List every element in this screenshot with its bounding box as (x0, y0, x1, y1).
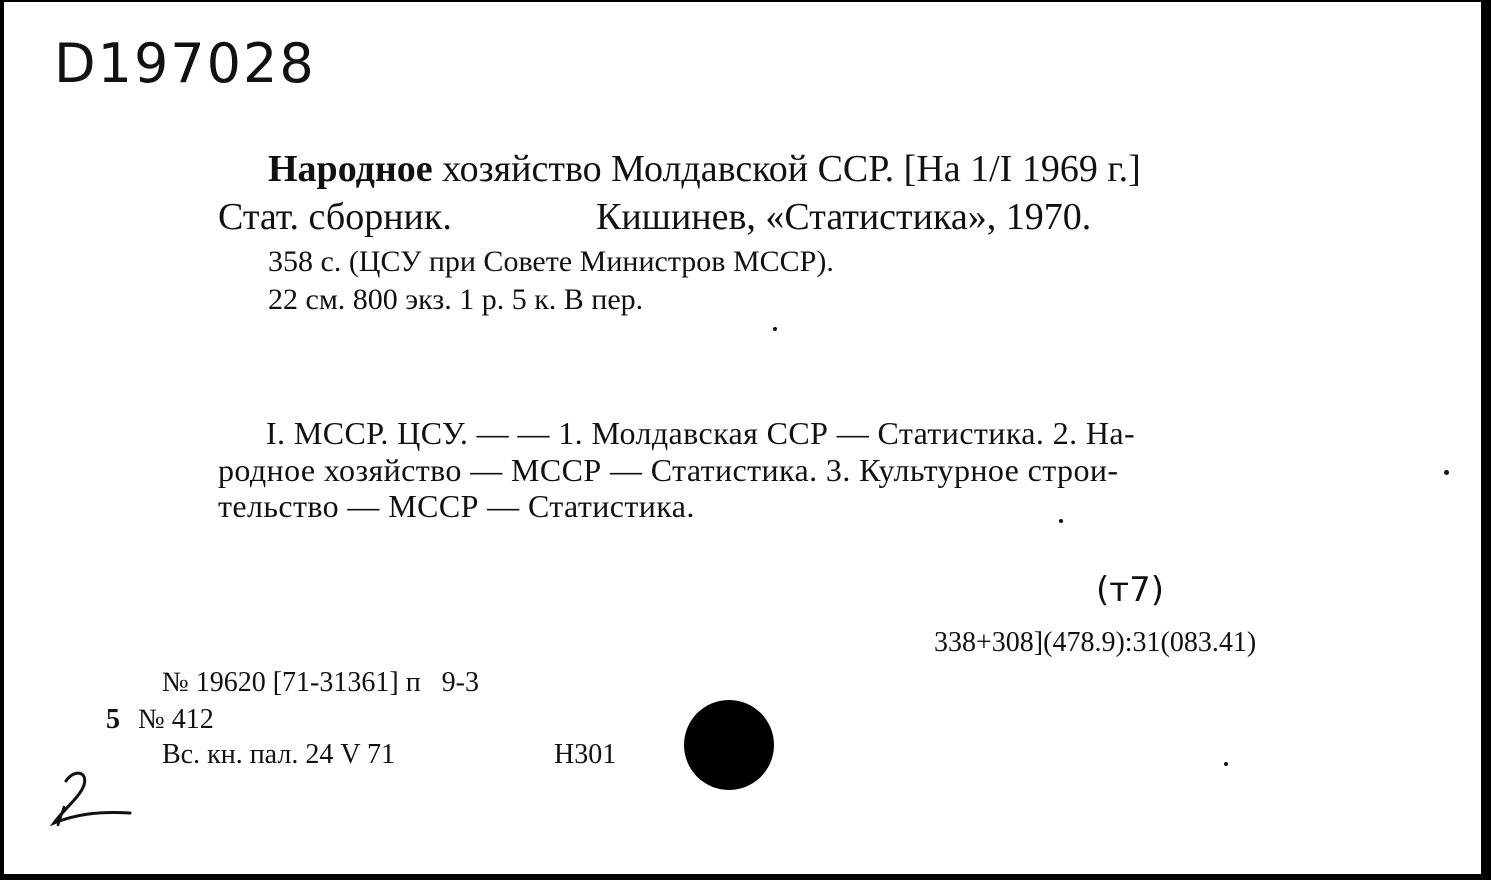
register-line: Вс. кн. пал. 24 V 71 (162, 739, 396, 770)
subjects-line-2: родное хозяйство — МССР — Статистика. 3. Культурное строи- (218, 452, 1119, 488)
classification-mark: (т7) (1096, 570, 1164, 610)
catalog-card (4, 2, 1481, 874)
accession-number: D197028 (54, 32, 316, 95)
copies-number: № 412 (138, 704, 214, 735)
punch-hole (684, 700, 774, 790)
udc-index: 338+308](478.9):31(083.41) (934, 627, 1257, 658)
title-line-2-a: Стат. сборник. (218, 196, 452, 238)
title-bold-word: Народное (268, 148, 433, 190)
physical-line-1: 358 с. (ЦСУ при Совете Министров МССР). (268, 245, 834, 278)
subjects-line-1: I. МССР. ЦСУ. — — 1. Молдавская ССР — Статистика. 2. На- (266, 415, 1136, 451)
title-line-1 (268, 147, 1141, 191)
title-line-1-rest: хозяйство Молдавской ССР. [На 1/I 1969 г.] (432, 148, 1141, 190)
speck (1224, 762, 1228, 766)
speck (773, 327, 777, 331)
order-line: № 19620 [71-31361] п 9-3 (162, 667, 479, 698)
physical-line-2: 22 см. 800 экз. 1 р. 5 к. В пер. (268, 283, 644, 316)
register-code: Н301 (554, 739, 617, 770)
copies-count: 5 (106, 704, 120, 735)
subjects-line-3: тельство — МССР — Статистика. (218, 488, 695, 524)
speck (1059, 519, 1063, 523)
handwritten-mark (44, 767, 139, 832)
speck (1444, 470, 1449, 475)
title-line-2-b: Кишинев, «Статистика», 1970. (596, 196, 1092, 238)
